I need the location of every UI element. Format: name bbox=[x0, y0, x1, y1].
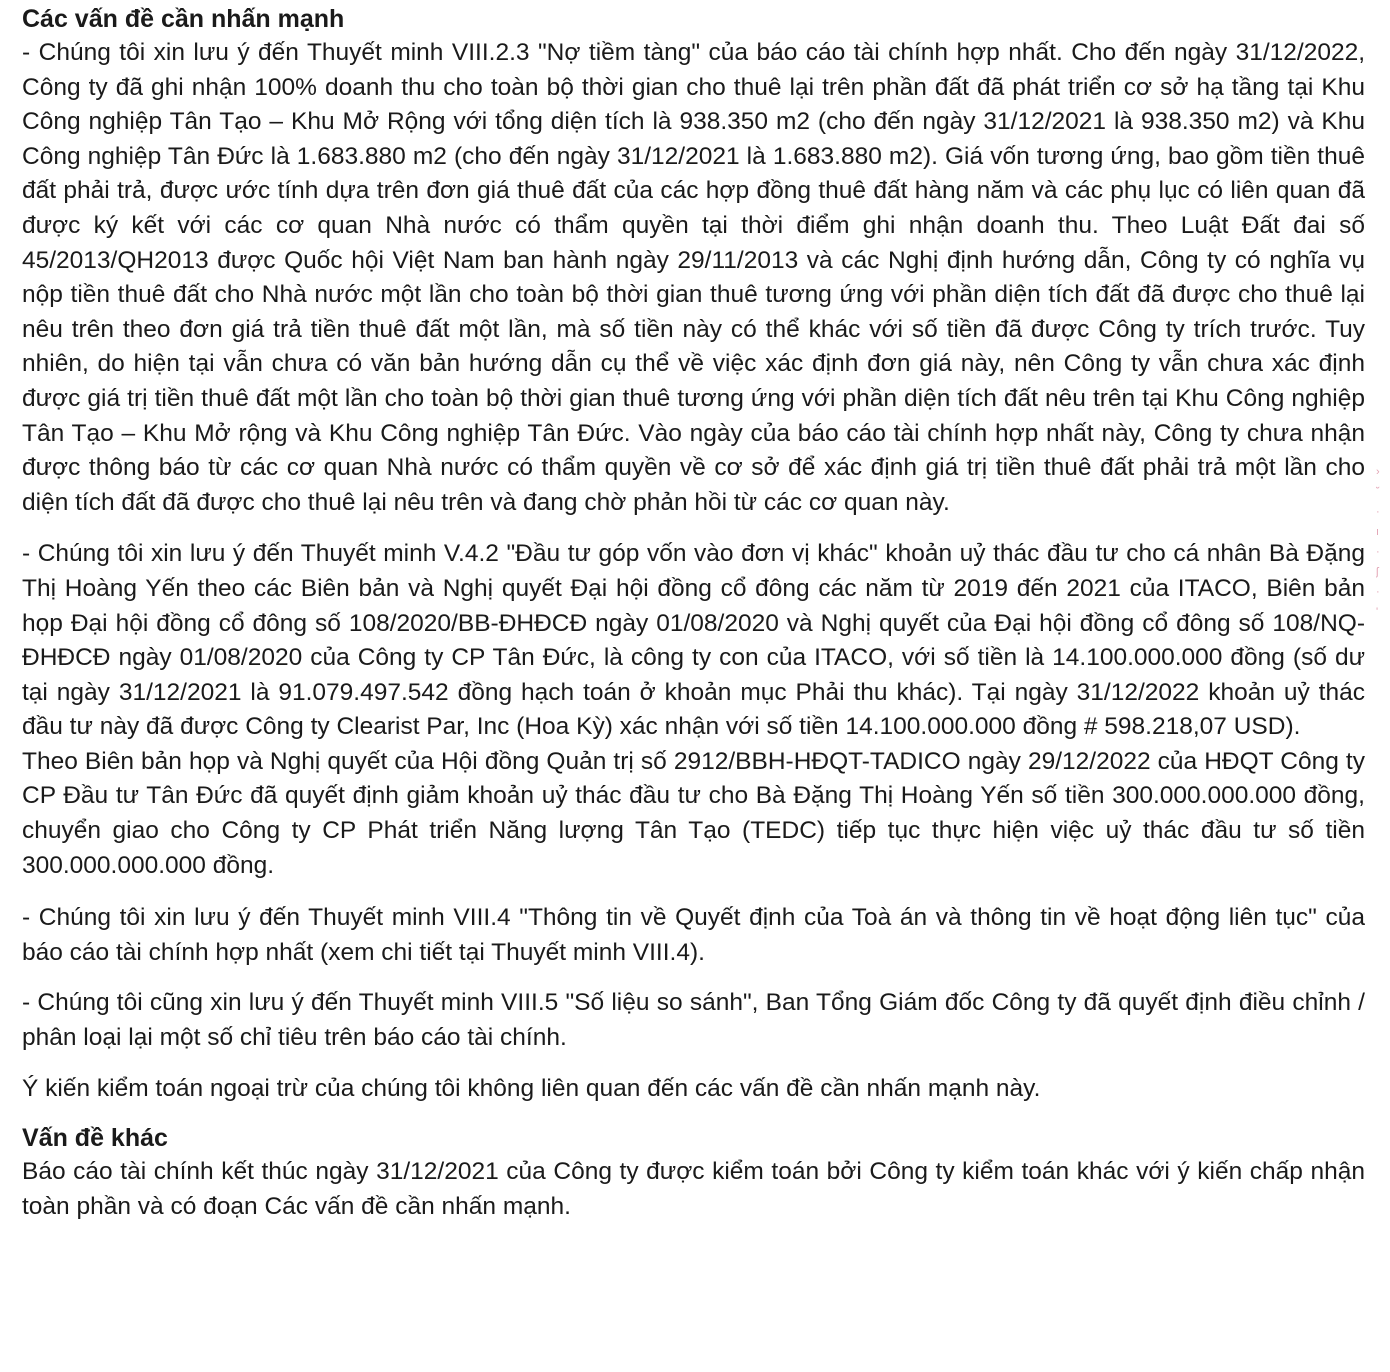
other-matter-paragraph: Báo cáo tài chính kết thúc ngày 31/12/2021 của Công ty được kiểm toán bởi Công ty kiểm toán khác với ý kiến chấp nhận toàn phần và có đoạn Các vấn đề cần nhấn mạnh. bbox=[22, 1158, 1365, 1220]
emphasis-paragraph-board-resolution: Theo Biên bản họp và Nghị quyết của Hội đồng Quản trị số 2912/BBH-HĐQT-TADICO ngày 29/12/2022 của HĐQT Công ty CP Đầu tư Tân Đức đã quyết định giảm khoản uỷ thác đầu tư cho Bà Đặng Thị Hoàng Yến số tiền 300.000.000.000 đồng, chuyển giao cho Công ty CP Phát triển Năng lượng Tân Tạo (TEDC) tiếp tục thực hiện việc uỷ thác đầu tư số tiền 300.000.000.000 đồng. bbox=[22, 747, 1365, 879]
emphasis-paragraph-comparative-figures: - Chúng tôi cũng xin lưu ý đến Thuyết minh VIII.5 "Số liệu so sánh", Ban Tổng Giám đốc Công ty đã quyết định điều chỉnh / phân loại lại một số chỉ tiêu trên báo cáo tài chính. bbox=[22, 989, 1365, 1052]
emphasis-paragraph-qualified-opinion: Ý kiến kiểm toán ngoại trừ của chúng tôi không liên quan đến các vấn đề cần nhấn mạnh này. bbox=[22, 1074, 1041, 1102]
emphasis-paragraph-court-decision: - Chúng tôi xin lưu ý đến Thuyết minh VIII.4 "Thông tin về Quyết định của Toà án và thông tin về hoạt động liên tục" của báo cáo tài chính hợp nhất (xem chi tiết tại Thuyết minh VIII.4). bbox=[22, 904, 1365, 966]
emphasis-paragraph-contingent-liabilities: - Chúng tôi xin lưu ý đến Thuyết minh VIII.2.3 "Nợ tiềm tàng" của báo cáo tài chính hợp nhất. Cho đến ngày 31/12/2022, Công ty đã ghi nhận 100% doanh thu cho toàn bộ thời gian cho thuê lại trên phần đất đã phát triển cơ sở hạ tầng tại Khu Công nghiệp Tân Tạo – Khu Mở Rộng với tổng diện tích là 938.350 m2 (cho đến ngày 31/12/2021 là 938.350 m2) và Khu Công nghiệp Tân Đức là 1.683.880 m2 (cho đến ngày 31/12/2021 là 1.683.880 m2). Giá vốn tương ứng, bao gồm tiền thuê đất phải trả, được ước tính dựa trên đơn giá thuê đất của các hợp đồng thuê đất hàng năm và các phụ lục có liên quan đã được ký kết với các cơ quan Nhà nước có thẩm quyền tại thời điểm ghi nhận doanh thu. Theo Luật Đất đai số 45/2013/QH2013 được Quốc hội Việt Nam ban hành ngày 29/11/2013 và các Nghị định hướng dẫn, Công ty có nghĩa vụ nộp tiền thuê đất cho Nhà nước một lần cho toàn bộ thời gian thuê tương ứng với phần diện tích đất đã được cho thuê lại nêu trên theo đơn giá trả tiền thuê đất một lần, mà số tiền này có thể khác với số tiền đã được Công ty trích trước. Tuy nhiên, do hiện tại vẫn chưa có văn bản hướng dẫn cụ thể về việc xác định đơn giá này, nên Công ty vẫn chưa xác định được giá trị tiền thuê đất một lần cho toàn bộ thời gian thuê tương ứng với phần diện tích đất nêu trên tại Khu Công nghiệp Tân Tạo – Khu Mở rộng và Khu Công nghiệp Tân Đức. Vào ngày của báo cáo tài chính hợp nhất này, Công ty chưa nhận được thông báo từ các cơ quan Nhà nước có thẩm quyền về cơ sở để xác định giá trị tiền thuê đất phải trả một lần cho diện tích đất đã được cho thuê lại nêu trên và đang chờ phản hồi từ các cơ quan này. bbox=[22, 39, 1365, 516]
document-page bbox=[22, 2, 1365, 1224]
stamp-fragment: › ˘ · ı · ʃ · ' bbox=[1376, 466, 1380, 618]
emphasis-paragraph-investment-trust: - Chúng tôi xin lưu ý đến Thuyết minh V.4.2 "Đầu tư góp vốn vào đơn vị khác" khoản uỷ thác đầu tư cho cá nhân Bà Đặng Thị Hoàng Yến theo các Biên bản và Nghị quyết Đại hội đồng cổ đông các năm từ 2019 đến 2021 của ITACO, Biên bản họp Đại hội đồng cổ đông số 108/2020/BB-ĐHĐCĐ ngày 01/08/2020 và Nghị quyết của Đại hội đồng cổ đông số 108/NQ-ĐHĐCĐ ngày 01/08/2020 của Công ty CP Tân Đức, là công ty con của ITACO, với số tiền là 14.100.000.000 đồng (số dư tại ngày 31/12/2021 là 91.079.497.542 đồng hạch toán ở khoản mục Phải thu khác). Tại ngày 31/12/2022 khoản uỷ thác đầu tư này đã được Công ty Clearist Par, Inc (Hoa Kỳ) xác nhận với số tiền 14.100.000.000 đồng # 598.218,07 USD). bbox=[22, 540, 1365, 741]
other-matter-heading: Vấn đề khác bbox=[22, 1124, 168, 1153]
emphasis-heading: Các vấn đề cần nhấn mạnh bbox=[22, 5, 345, 33]
